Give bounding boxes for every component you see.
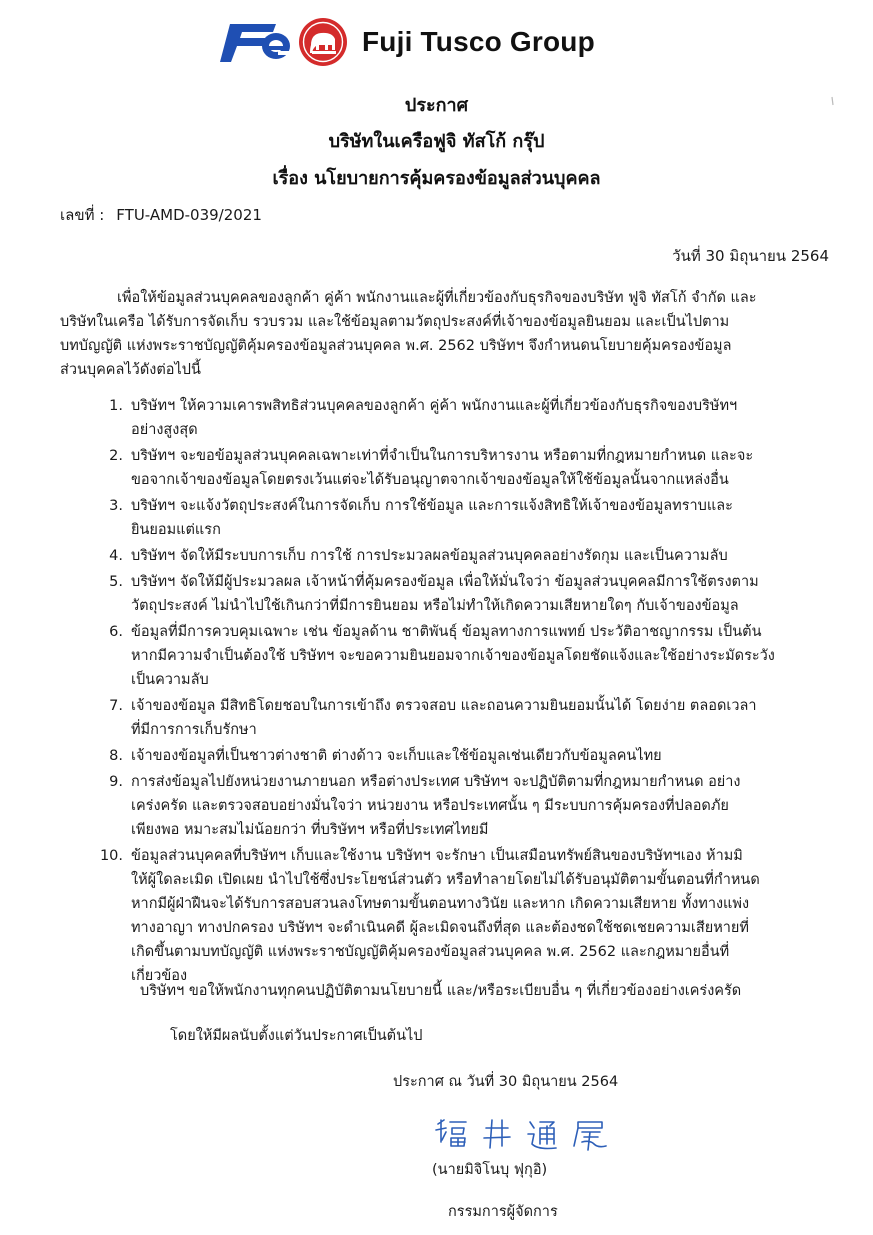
policy-item (0, 444, 873, 492)
policy-item-line: เจ้าของข้อมูลที่เป็นชาวต่างชาติ ต่างด้าว จะเก็บและใช้ข้อมูลเช่นเดียวกับข้อมูลคนไทย (131, 748, 662, 764)
policy-item-number: 5. (109, 574, 123, 590)
document-number-value: FTU-AMD-039/2021 (116, 206, 262, 224)
scan-speck-icon (830, 96, 836, 106)
document-number-label: เลขที่ : (60, 206, 105, 224)
policy-item-number: 9. (109, 774, 123, 790)
policy-item-line: หากมีความจำเป็นต้องใช้ บริษัทฯ จะขอความยินยอมจากเจ้าของข้อมูลโดยชัดแจ้งและใช้อย่างระมัดระวัง (131, 648, 775, 664)
policy-item-line: หากมีผู้ฝ่าฝืนจะได้รับการสอบสวนลงโทษตามขั้นตอนทางวินัย และหาก เกิดความเสียหาย ทั้งทางแพ่ง (131, 896, 750, 912)
policy-item-line: บริษัทฯ จัดให้มีผู้ประมวลผล เจ้าหน้าที่คุ้มครองข้อมูล เพื่อให้มั่นใจว่า ข้อมูลส่วนบุคคลมีการใช้ตรงตาม (131, 574, 759, 590)
policy-item (0, 494, 873, 542)
policy-item-line: ยินยอมแต่แรก (131, 522, 221, 538)
policy-item-line: เกี่ยวข้อง (131, 968, 188, 984)
announcement-date: ประกาศ ณ วันที่ 30 มิถุนายน 2564 (393, 1074, 619, 1090)
policy-item-number: 2. (109, 448, 123, 464)
elephant-seal-icon (298, 17, 348, 67)
policy-list (0, 394, 873, 990)
intro-line: บทบัญญัติ แห่งพระราชบัญญัติคุ้มครองข้อมูลส่วนบุคคล พ.ศ. 2562 บริษัทฯ จึงกำหนดนโยบายคุ้มครองข้อมูล (60, 338, 732, 354)
policy-item-line: ข้อมูลที่มีการควบคุมเฉพาะ เช่น ข้อมูลด้าน ชาติพันธุ์ ข้อมูลทางการแพทย์ ประวัติอาชญากรรม เป็นต้น (131, 624, 762, 640)
policy-item-number: 1. (109, 398, 123, 414)
title-announcement: ประกาศ (404, 95, 469, 116)
policy-item-number: 10. (99, 848, 123, 864)
policy-item-line: ขอจากเจ้าของข้อมูลโดยตรงเว้นแต่จะได้รับอนุญาตจากเจ้าของข้อมูลให้ใช้ข้อมูลนั้นจากแหล่งอื่น (131, 472, 729, 488)
policy-item-line: เพียงพอ หมาะสมไม่น้อยกว่า ที่บริษัทฯ หรือที่ประเทศไทยมี (131, 822, 489, 838)
policy-item-line: บริษัทฯ จะแจ้งวัตถุประสงค์ในการจัดเก็บ การใช้ข้อมูล และการแจ้งสิทธิให้เจ้าของข้อมูลทราบและ (131, 498, 733, 514)
policy-item-line: อย่างสูงสุด (131, 422, 198, 438)
policy-item-line: เจ้าของข้อมูล มีสิทธิโดยชอบในการเข้าถึง ตรวจสอบ และถอนความยินยอมนั้นได้ โดยง่าย ตลอดเวลา (131, 698, 757, 714)
policy-item-line: เป็นความลับ (131, 672, 209, 688)
company-logo (218, 12, 595, 72)
signer-title: กรรมการผู้จัดการ (448, 1204, 558, 1220)
handwritten-signature (432, 1112, 612, 1156)
policy-item-line: เคร่งครัด และตรวจสอบอย่างมั่นใจว่า หน่วยงาน หรือประเทศนั้น ๆ มีระบบการคุ้มครองที่ปลอดภัย (131, 798, 729, 814)
policy-item-line: การส่งข้อมูลไปยังหน่วยงานภายนอก หรือต่างประเทศ บริษัทฯ จะปฏิบัติตามที่กฎหมายกำหนด อย่าง (131, 774, 741, 790)
title-company-group: บริษัทในเครือฟูจิ ทัสโก้ กรุ๊ป (328, 131, 545, 152)
document-date: วันที่ 30 มิถุนายน 2564 (672, 247, 829, 265)
policy-item-line: วัตถุประสงค์ ไม่นำไปใช้เกินกว่าที่มีการยินยอม หรือไม่ทำให้เกิดความเสียหายใดๆ กับเจ้าของข้อมูล (131, 598, 739, 614)
policy-item-line: บริษัทฯ จะขอข้อมูลส่วนบุคคลเฉพาะเท่าที่จำเป็นในการบริหารงาน หรือตามที่กฎหมายกำหนด และจะ (131, 448, 754, 464)
policy-item-line: บริษัทฯ จัดให้มีระบบการเก็บ การใช้ การประมวลผลข้อมูลส่วนบุคคลอย่างรัดกุม และเป็นความลับ (131, 548, 728, 564)
intro-line: เพื่อให้ข้อมูลส่วนบุคคลของลูกค้า คู่ค้า พนักงานและผู้ที่เกี่ยวข้องกับธุรกิจของบริษัท ฟูจิ ทัสโก้ จำกัด และ (117, 290, 757, 306)
policy-item (0, 620, 873, 692)
policy-item-number: 8. (109, 748, 123, 764)
policy-item-line: ข้อมูลส่วนบุคคลที่บริษัทฯ เก็บและใช้งาน บริษัทฯ จะรักษา เป็นเสมือนทรัพย์สินของบริษัทฯเอง ห้ามมิ (131, 848, 743, 864)
closing-effective-statement: โดยให้มีผลนับตั้งแต่วันประกาศเป็นต้นไป (170, 1028, 423, 1044)
policy-item-line: ทางอาญา ทางปกครอง บริษัทฯ จะดำเนินคดี ผู้ละเมิดจนถึงที่สุด และต้องชดใช้ชดเชยความเสียหายที่ (131, 920, 749, 936)
policy-item-line: เกิดขึ้นตามบทบัญญัติ แห่งพระราชบัญญัติคุ้มครองข้อมูลส่วนบุคคล พ.ศ. 2562 และกฎหมายอื่นที่ (131, 944, 730, 960)
document-number (60, 203, 262, 227)
intro-paragraph (60, 286, 838, 382)
policy-item (0, 544, 873, 568)
closing-compliance-statement: บริษัทฯ ขอให้พนักงานทุกคนปฏิบัติตามนโยบายนี้ และ/หรือระเบียบอื่น ๆ ที่เกี่ยวข้องอย่างเคร่งครัด (140, 983, 742, 999)
fe-logo-icon (218, 20, 292, 64)
policy-item (0, 744, 873, 768)
policy-item-number: 6. (109, 624, 123, 640)
policy-item (0, 694, 873, 742)
title-subject: เรื่อง นโยบายการคุ้มครองข้อมูลส่วนบุคคล (272, 168, 601, 189)
intro-line: ส่วนบุคคลไว้ดังต่อไปนี้ (60, 362, 201, 378)
policy-item-line: บริษัทฯ ให้ความเคารพสิทธิส่วนบุคคลของลูกค้า คู่ค้า พนักงานและผู้ที่เกี่ยวข้องกับธุรกิจของบริษัทฯ (131, 398, 738, 414)
policy-item-line: ให้ผู้ใดละเมิด เปิดเผย นำไปใช้ซึ่งประโยชน์ส่วนตัว หรือทำลายโดยไม่ได้รับอนุมัติตามขั้นตอนที่กำหนด (131, 872, 760, 888)
signer-name: (นายมิจิโนบุ ฟุกุอิ) (432, 1162, 548, 1178)
intro-line: บริษัทในเครือ ได้รับการจัดเก็บ รวบรวม และใช้ข้อมูลตามวัตถุประสงค์ที่เจ้าของข้อมูลยินยอม และเป็นไปตาม (60, 314, 730, 330)
policy-item-number: 4. (109, 548, 123, 564)
policy-item-line: ที่มีการการเก็บรักษา (131, 722, 257, 738)
brand-name: Fuji Tusco Group (362, 26, 595, 57)
policy-item (0, 394, 873, 442)
policy-item-number: 3. (109, 498, 123, 514)
policy-item-number: 7. (109, 698, 123, 714)
policy-item (0, 844, 873, 988)
policy-item (0, 770, 873, 842)
policy-item (0, 570, 873, 618)
